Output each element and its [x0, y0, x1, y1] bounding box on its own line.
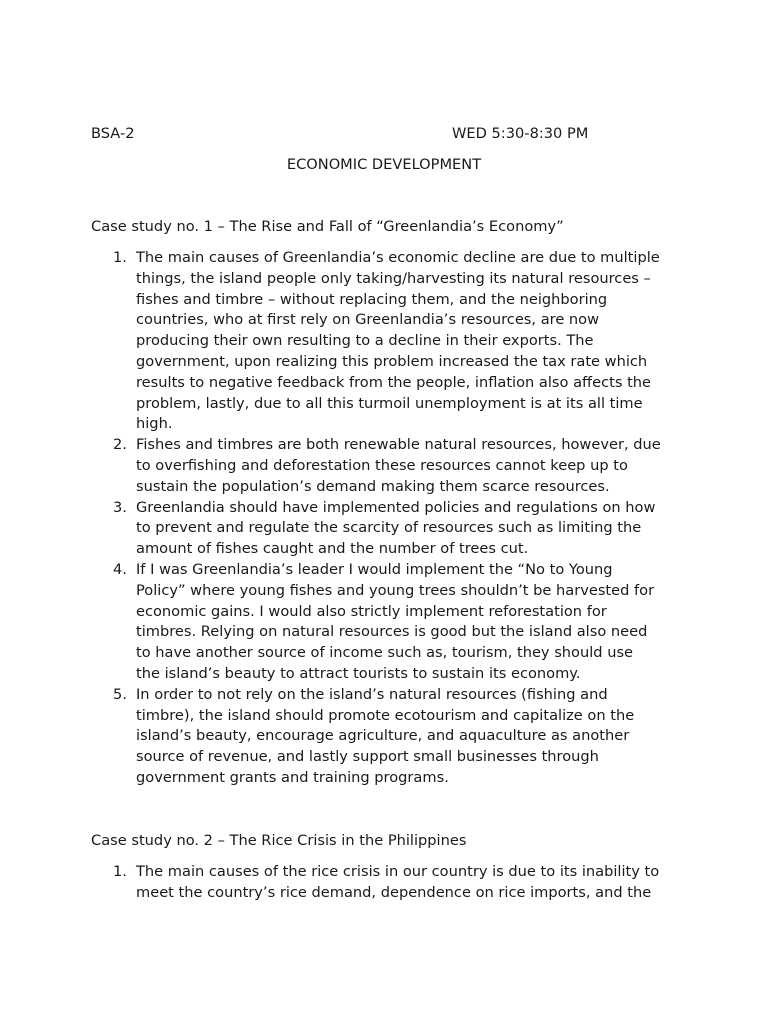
- item-text-line: amount of fishes caught and the number of trees cut.: [136, 540, 529, 558]
- item-text-line: to overfishing and deforestation these resources cannot keep up to: [136, 456, 628, 474]
- item-text-line: to have another source of income such as, tourism, they should use: [136, 644, 634, 662]
- item-number: 1.: [113, 249, 127, 266]
- item-text-line: results to negative feedback from the people, inflation also affects the: [136, 373, 652, 391]
- item-text-line: timbre), the island should promote ecotourism and capitalize on the: [136, 706, 635, 724]
- item-text-line: The main causes of the rice crisis in our country is due to its inability to: [136, 863, 660, 880]
- item-text-line: Greenlandia should have implemented policies and regulations on how: [136, 498, 656, 516]
- item-number: 3.: [113, 498, 127, 516]
- item-text-line: high.: [136, 415, 173, 433]
- item-text-line: government grants and training programs.: [136, 768, 449, 786]
- item-text-line: timbres. Relying on natural resources is good but the island also need: [136, 623, 648, 641]
- case-study-2-list: [91, 862, 691, 904]
- item-number: 1.: [113, 863, 127, 880]
- item-text-line: Fishes and timbres are both renewable natural resources, however, due: [136, 436, 661, 454]
- item-text-line: government, upon realizing this problem increased the tax rate which: [136, 352, 648, 370]
- item-text-line: fishes and timbre – without replacing them, and the neighboring: [136, 290, 608, 308]
- document-title: ECONOMIC DEVELOPMENT: [286, 156, 482, 173]
- item-number: 5.: [113, 685, 127, 703]
- item-text-line: sustain the population’s demand making them scarce resources.: [136, 477, 610, 495]
- item-text-line: things, the island people only taking/harvesting its natural resources –: [136, 269, 651, 287]
- item-text-line: producing their own resulting to a decline in their exports. The: [136, 332, 594, 350]
- class-section-label: BSA-2: [91, 125, 135, 142]
- item-text-line: meet the country’s rice demand, dependence on rice imports, and the: [136, 883, 652, 901]
- list-item: [91, 560, 691, 685]
- item-text-line: economic gains. I would also strictly implement reforestation for: [136, 602, 607, 620]
- list-item: [91, 862, 691, 904]
- case-study-2-heading: Case study no. 2 – The Rice Crisis in the Philippines: [91, 832, 467, 849]
- item-text-line: problem, lastly, due to all this turmoil unemployment is at its all time: [136, 394, 643, 412]
- item-text-line: island’s beauty, encourage agriculture, and aquaculture as another: [136, 727, 630, 745]
- case-study-1-heading: Case study no. 1 – The Rise and Fall of “Greenlandia’s Economy”: [91, 218, 564, 235]
- list-item: [91, 498, 691, 560]
- list-item: [91, 435, 691, 497]
- item-text-line: to prevent and regulate the scarcity of resources such as limiting the: [136, 519, 642, 537]
- item-text-line: If I was Greenlandia’s leader I would implement the “No to Young: [136, 560, 613, 578]
- item-text-line: countries, who at first rely on Greenlandia’s resources, are now: [136, 311, 600, 329]
- item-number: 2.: [113, 436, 127, 454]
- list-item: [91, 248, 691, 435]
- item-text-line: In order to not rely on the island’s natural resources (fishing and: [136, 685, 608, 703]
- item-text-line: the island’s beauty to attract tourists to sustain its economy.: [136, 664, 581, 682]
- case-study-1-list: [91, 248, 691, 789]
- list-item: [91, 685, 691, 789]
- item-text-line: The main causes of Greenlandia’s economic decline are due to multiple: [136, 249, 660, 266]
- class-schedule-label: WED 5:30-8:30 PM: [452, 125, 589, 142]
- item-text-line: source of revenue, and lastly support small businesses through: [136, 748, 599, 766]
- item-text-line: Policy” where young fishes and young trees shouldn’t be harvested for: [136, 581, 655, 599]
- item-number: 4.: [113, 560, 127, 578]
